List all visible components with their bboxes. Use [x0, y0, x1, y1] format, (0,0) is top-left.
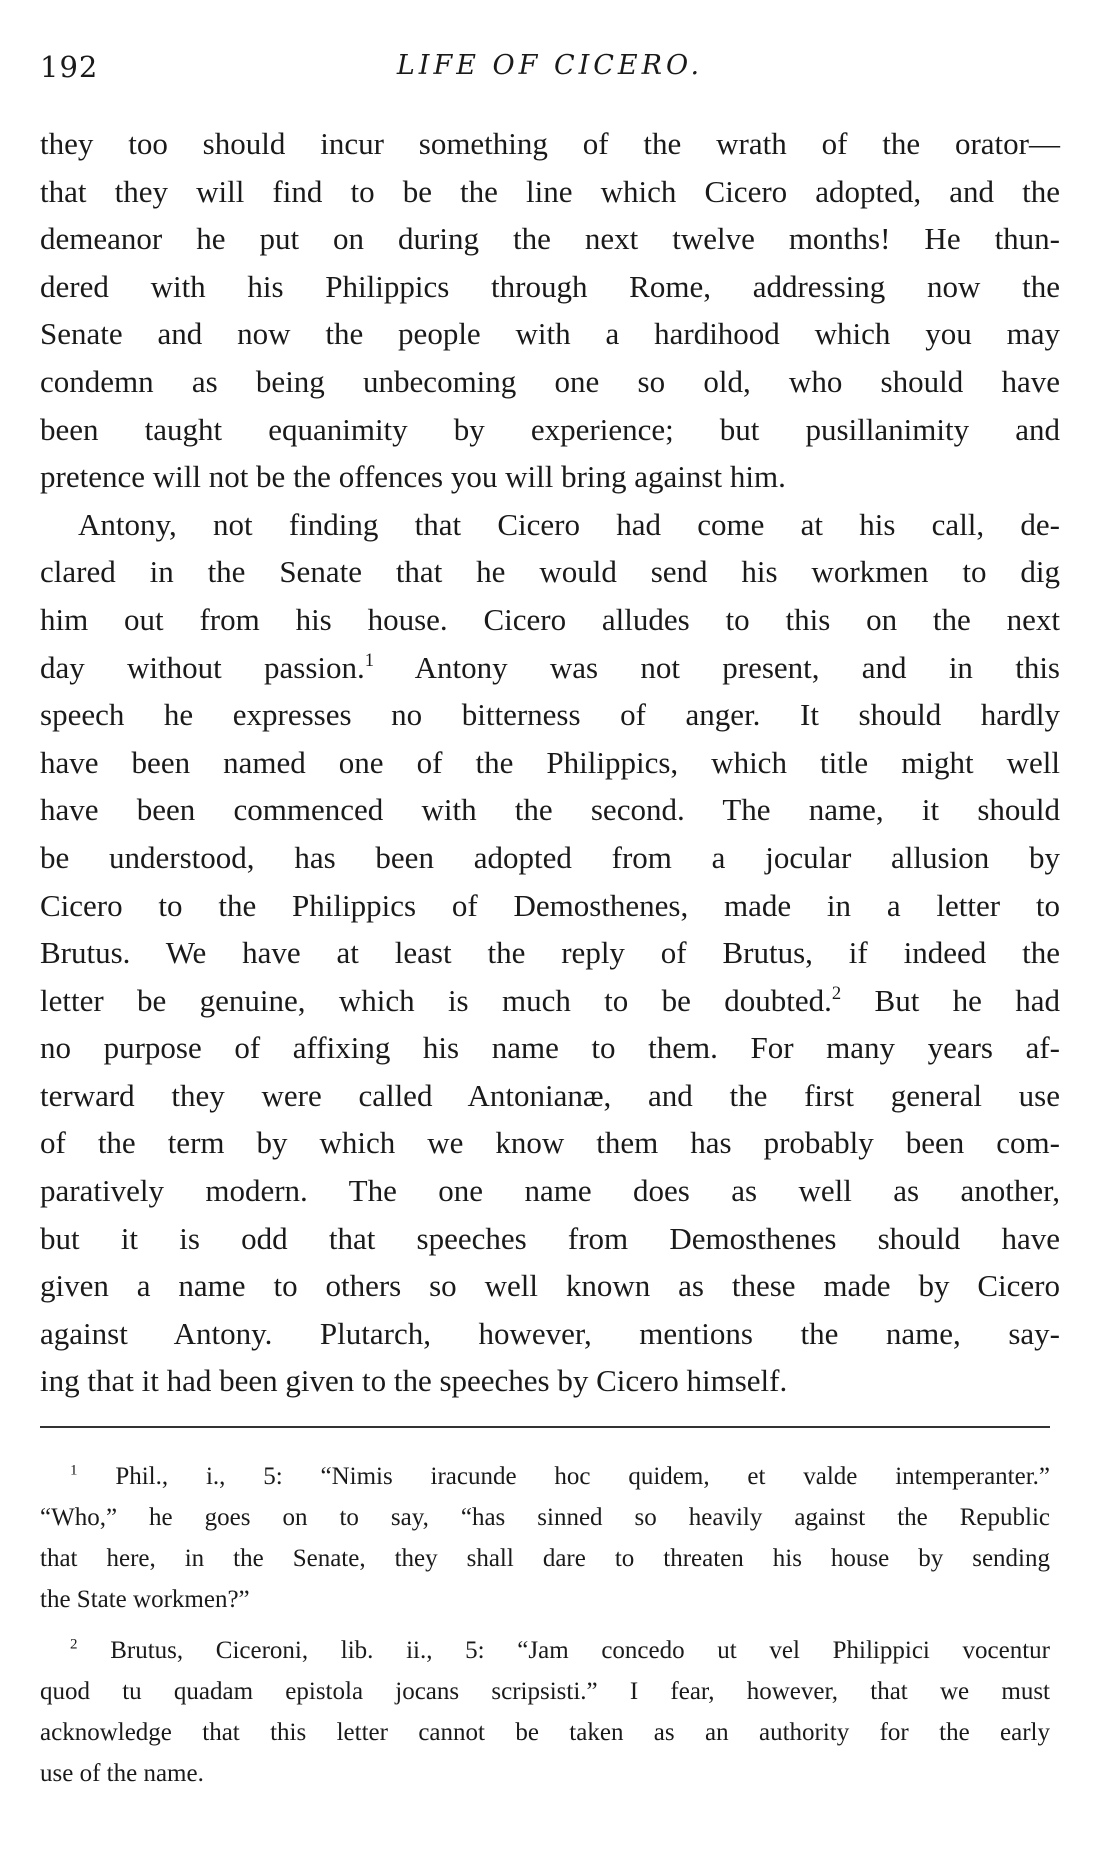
body-text — [40, 120, 1060, 1405]
footnote-marker: 2 — [70, 1636, 78, 1653]
text-line: condemn as being unbecoming one so old, who should have — [40, 363, 1060, 399]
footnote-line: “Who,” he goes on to say, “has sinned so heavily against the Republic — [40, 1504, 1050, 1531]
text-line: but it is odd that speeches from Demosthenes should have — [40, 1220, 1060, 1256]
text-line — [40, 977, 1060, 1025]
text-line: terward they were called Antonianæ, and the first general use — [40, 1077, 1060, 1113]
text-line: they too should incur something of the wrath of the orator— — [40, 126, 1060, 161]
footnote-spacer — [40, 1620, 1050, 1630]
text-line: Cicero to the Philippics of Demosthenes, made in a letter to — [40, 887, 1060, 923]
text-line: been taught equanimity by experience; but pusillanimity and — [40, 411, 1060, 447]
text-line: Antony, not finding that Cicero had come at his call, de- — [78, 506, 1060, 542]
footnotes — [40, 1456, 1050, 1794]
page-number: 192 — [40, 50, 99, 84]
paragraph — [40, 501, 1060, 1405]
text-line — [40, 644, 1060, 692]
text-line: that they will find to be the line which Cicero adopted, and the — [40, 173, 1060, 209]
text-segment: day without passion. — [40, 649, 365, 685]
footnote-divider — [40, 1426, 1050, 1428]
text-line: no purpose of affixing his name to them. For many years af- — [40, 1030, 1060, 1066]
footnote-line: quod tu quadam epistola jocans scripsisti.” I fear, however, that we must — [40, 1678, 1050, 1705]
book-page — [40, 38, 1060, 1828]
footnote-marker: 1 — [70, 1462, 78, 1479]
text-segment: Antony was not present, and in this — [374, 649, 1060, 685]
footnote-line — [40, 1630, 1050, 1671]
text-line: Brutus. We have at least the reply of Brutus, if indeed the — [40, 935, 1060, 971]
text-segment: But he had — [841, 982, 1061, 1018]
footnote-line: acknowledge that this letter cannot be taken as an authority for the early — [40, 1719, 1050, 1746]
footnote-text: Phil., i., 5: “Nimis iracunde hoc quidem, et valde intemperanter.” — [115, 1463, 1051, 1490]
footnote-line — [40, 1456, 1050, 1497]
text-line: demeanor he put on during the next twelve months! He thun- — [40, 221, 1060, 257]
text-line: him out from his house. Cicero alludes to this on the next — [40, 601, 1060, 637]
footnote — [40, 1456, 1050, 1620]
running-head — [40, 38, 1060, 88]
footnote-line: use of the name. — [40, 1760, 204, 1787]
text-line: clared in the Senate that he would send his workmen to dig — [40, 554, 1060, 590]
text-line: pretence will not be the offences you will bring against him. — [40, 459, 786, 495]
text-line: Senate and now the people with a hardihood which you may — [40, 316, 1060, 352]
text-line: have been commenced with the second. The name, it should — [40, 792, 1060, 828]
text-line: paratively modern. The one name does as well as another, — [40, 1173, 1060, 1209]
footnote-line: that here, in the Senate, they shall dare to threaten his house by sending — [40, 1545, 1050, 1572]
text-line: be understood, has been adopted from a jocular allusion by — [40, 839, 1060, 875]
text-line: speech he expresses no bitterness of anger. It should hardly — [40, 697, 1060, 733]
footnote-text: Brutus, Ciceroni, lib. ii., 5: “Jam concedo ut vel Philippici vocentur — [110, 1637, 1051, 1664]
text-line: dered with his Philippics through Rome, addressing now the — [40, 268, 1060, 304]
text-segment: letter be genuine, which is much to be doubted. — [40, 982, 832, 1018]
footnote-reference[interactable]: 2 — [831, 982, 842, 1004]
footnote-line: the State workmen?” — [40, 1586, 250, 1613]
footnote-reference[interactable]: 1 — [364, 649, 375, 671]
text-line: given a name to others so well known as these made by Cicero — [40, 1268, 1060, 1304]
text-line: of the term by which we know them has probably been com- — [40, 1125, 1060, 1161]
paragraph — [40, 120, 1060, 501]
text-line: against Antony. Plutarch, however, mentions the name, say- — [40, 1315, 1060, 1351]
running-title: LIFE OF CICERO. — [396, 50, 704, 81]
text-line: have been named one of the Philippics, which title might well — [40, 744, 1060, 780]
footnote — [40, 1630, 1050, 1794]
text-line: ing that it had been given to the speeches by Cicero himself. — [40, 1363, 788, 1399]
